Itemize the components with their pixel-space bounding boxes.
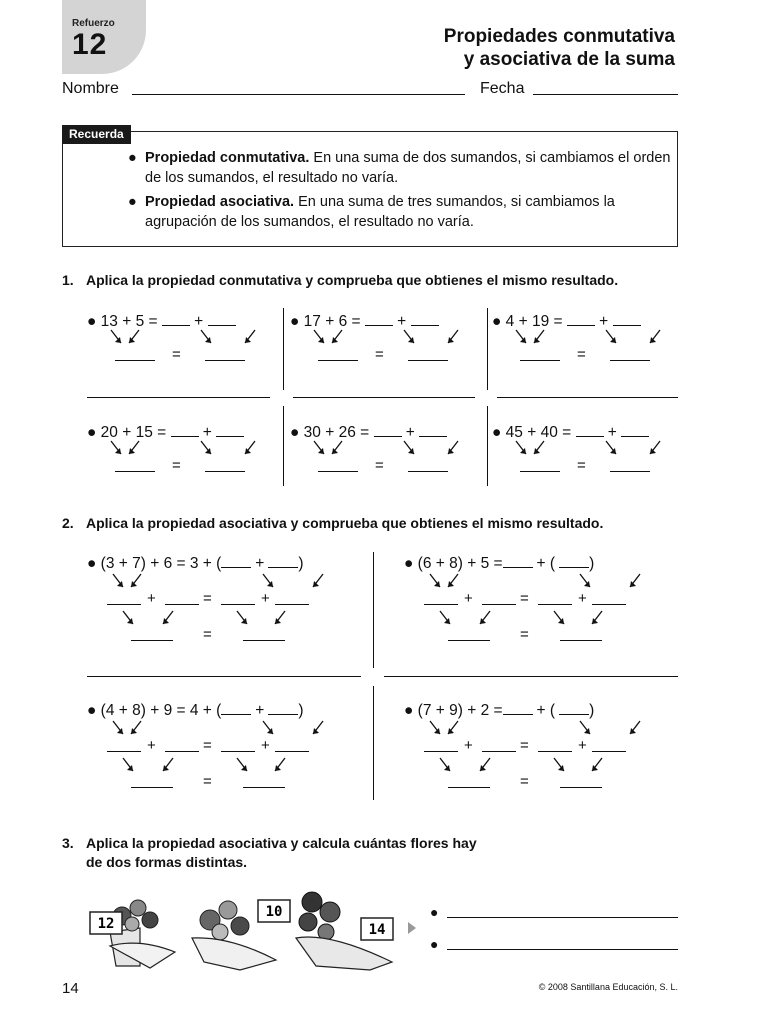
arrowhead-icon	[205, 448, 211, 454]
partial-blank[interactable]	[592, 751, 626, 752]
arrowhead-icon	[558, 765, 564, 771]
page-title	[345, 25, 675, 71]
equals-sign: =	[577, 457, 586, 474]
exercise-number: 1.	[62, 272, 74, 288]
bullet-icon: ●	[290, 313, 304, 330]
equals-sign: =	[144, 313, 162, 330]
answer-blank[interactable]	[576, 423, 604, 437]
result-blank[interactable]	[318, 471, 358, 472]
partial-blank[interactable]	[107, 751, 141, 752]
expression-close: )	[298, 555, 304, 572]
answer-blank[interactable]	[621, 423, 649, 437]
partial-blank[interactable]	[424, 604, 458, 605]
answer-blank[interactable]	[567, 312, 595, 326]
partial-blank[interactable]	[165, 604, 199, 605]
result-blank[interactable]	[408, 471, 448, 472]
answer-blank[interactable]	[268, 554, 298, 568]
sum-expression: 17 + 6	[303, 313, 348, 330]
arrow-right-icon	[408, 922, 416, 934]
equals-sign: =	[520, 773, 529, 790]
sum-expression: 45 + 40	[505, 424, 558, 441]
result-blank[interactable]	[520, 360, 560, 361]
arrowhead-icon	[115, 448, 121, 454]
sum-expression: 20 + 15	[100, 424, 153, 441]
answer-blank[interactable]	[365, 312, 393, 326]
row-divider	[293, 397, 475, 398]
equals-sign: =	[203, 626, 212, 643]
equals-sign: =	[577, 346, 586, 363]
bullet-icon: ●	[492, 313, 506, 330]
column-divider	[373, 686, 374, 800]
bullet-icon: ●	[430, 904, 439, 920]
arrowhead-icon	[520, 337, 526, 343]
equals-sign: =	[203, 590, 212, 607]
equals-sign: =	[549, 313, 567, 330]
commutative-item	[87, 312, 236, 331]
result-blank[interactable]	[610, 360, 650, 361]
answer-blank[interactable]	[208, 312, 236, 326]
plus-sign: +	[147, 737, 156, 754]
expression-mid: + (	[536, 702, 556, 719]
result-blank[interactable]	[610, 471, 650, 472]
result-blank[interactable]	[115, 471, 155, 472]
rule-text: En una suma de dos sumandos, si cambiamos el orden de los sumandos, el resultado no varía.	[145, 150, 671, 186]
arrowhead-icon	[408, 337, 414, 343]
plus-sign: +	[578, 737, 587, 754]
arrowhead-icon	[163, 618, 169, 624]
exercise-instruction-2: de dos formas distintas.	[86, 854, 248, 870]
partial-blank[interactable]	[538, 751, 572, 752]
arrowhead-icon	[650, 448, 656, 454]
bullet-icon: ●	[430, 936, 439, 952]
arrowhead-icon	[129, 337, 135, 343]
answer-blank[interactable]	[268, 701, 298, 715]
answer-blank[interactable]	[419, 423, 447, 437]
arrowhead-icon	[332, 337, 338, 343]
column-divider	[283, 406, 284, 486]
result-blank[interactable]	[205, 471, 245, 472]
arrowhead-icon	[610, 337, 616, 343]
expression-left: (7 + 9) + 2 =	[417, 702, 503, 719]
arrowhead-icon	[434, 728, 440, 734]
partial-blank[interactable]	[165, 751, 199, 752]
arrowhead-icon	[592, 765, 598, 771]
arrows-group	[0, 574, 1, 575]
result-blank[interactable]	[560, 640, 602, 641]
equals-sign: =	[355, 424, 374, 441]
arrowhead-icon	[127, 618, 133, 624]
equals-sign: =	[347, 313, 365, 330]
answer-line-2[interactable]	[447, 936, 678, 950]
answer-blank[interactable]	[503, 554, 533, 568]
arrowhead-icon	[448, 728, 454, 734]
column-divider	[487, 308, 488, 390]
sum-expression: 30 + 26	[303, 424, 356, 441]
result-blank[interactable]	[448, 640, 490, 641]
expression-left: (4 + 8) + 9 = 4 + (	[100, 702, 222, 719]
exercise-instruction: Aplica la propiedad conmutativa y comprueba que obtienes el mismo resultado.	[86, 272, 619, 288]
arrowhead-icon	[205, 337, 211, 343]
plus-sign: +	[189, 313, 208, 330]
plus-sign: +	[147, 590, 156, 607]
column-divider	[487, 406, 488, 486]
arrows-group	[0, 330, 1, 331]
arrowhead-icon	[313, 581, 319, 587]
bullet-icon: ●	[128, 194, 137, 210]
rule-conmutativa	[128, 148, 673, 188]
associative-item	[87, 554, 304, 573]
result-blank[interactable]	[131, 640, 173, 641]
arrowhead-icon	[408, 448, 414, 454]
plus-sign: +	[198, 424, 217, 441]
exercise-instruction: Aplica la propiedad asociativa y comprueba que obtienes el mismo resultado.	[86, 515, 604, 531]
partial-blank[interactable]	[538, 604, 572, 605]
bouquet-count: 12	[97, 916, 115, 932]
commutative-item	[87, 423, 244, 442]
plus-sign: +	[261, 590, 270, 607]
expression-close: )	[298, 702, 304, 719]
column-divider	[283, 308, 284, 390]
arrowhead-icon	[131, 581, 137, 587]
page-number: 14	[62, 980, 79, 997]
expression-mid: +	[255, 555, 265, 572]
partial-blank[interactable]	[275, 604, 309, 605]
sum-expression: 4 + 19	[505, 313, 550, 330]
arrowhead-icon	[127, 765, 133, 771]
rule-term: Propiedad conmutativa.	[145, 150, 310, 166]
exercise-2-title	[62, 514, 603, 533]
arrowhead-icon	[480, 765, 486, 771]
arrowhead-icon	[332, 448, 338, 454]
expression-left: (6 + 8) + 5 =	[417, 555, 503, 572]
expression-close: )	[589, 702, 595, 719]
equals-sign: =	[172, 346, 181, 363]
recuerda-tag: Recuerda	[62, 125, 131, 144]
equals-sign: =	[203, 737, 212, 754]
answer-blank[interactable]	[162, 312, 190, 326]
copyright: © 2008 Santillana Educación, S. L.	[538, 982, 678, 992]
bouquet-count: 10	[265, 904, 283, 920]
bouquet-count: 14	[368, 922, 386, 938]
rule-term: Propiedad asociativa.	[145, 194, 295, 210]
result-blank[interactable]	[408, 360, 448, 361]
commutative-item	[290, 423, 447, 442]
result-blank[interactable]	[448, 787, 490, 788]
arrowhead-icon	[520, 448, 526, 454]
result-blank[interactable]	[205, 360, 245, 361]
equals-sign: =	[520, 590, 529, 607]
result-blank[interactable]	[520, 471, 560, 472]
row-divider	[497, 397, 678, 398]
partial-blank[interactable]	[424, 751, 458, 752]
answer-blank[interactable]	[374, 423, 402, 437]
arrowhead-icon	[534, 448, 540, 454]
arrowhead-icon	[245, 448, 251, 454]
equals-sign: =	[375, 457, 384, 474]
bullet-icon: ●	[492, 424, 506, 441]
plus-sign: +	[392, 313, 411, 330]
answer-blank[interactable]	[559, 554, 589, 568]
arrowhead-icon	[480, 618, 486, 624]
plus-sign: +	[578, 590, 587, 607]
plus-sign: +	[401, 424, 420, 441]
partial-blank[interactable]	[592, 604, 626, 605]
arrowhead-icon	[131, 728, 137, 734]
equals-sign: =	[152, 424, 171, 441]
associative-item	[404, 554, 594, 573]
equals-sign: =	[375, 346, 384, 363]
arrowhead-icon	[241, 765, 247, 771]
title-line-2: y asociativa de la suma	[463, 49, 675, 70]
arrowhead-icon	[117, 728, 123, 734]
flower-bouquets-illustration	[80, 882, 420, 970]
sum-expression: 13 + 5	[100, 313, 145, 330]
rule-asociativa	[128, 192, 673, 232]
result-blank[interactable]	[243, 640, 285, 641]
bullet-icon: ●	[290, 424, 304, 441]
plus-sign: +	[464, 737, 473, 754]
arrowhead-icon	[630, 728, 636, 734]
arrowhead-icon	[448, 448, 454, 454]
answer-blank[interactable]	[613, 312, 641, 326]
bullet-icon: ●	[87, 313, 101, 330]
arrowhead-icon	[163, 765, 169, 771]
arrowhead-icon	[267, 728, 273, 734]
result-blank[interactable]	[131, 787, 173, 788]
commutative-item	[290, 312, 439, 331]
column-divider	[373, 552, 374, 668]
arrowhead-icon	[241, 618, 247, 624]
result-blank[interactable]	[243, 787, 285, 788]
arrowhead-icon	[313, 728, 319, 734]
expression-close: )	[589, 555, 595, 572]
equals-sign: =	[203, 773, 212, 790]
arrowhead-icon	[318, 337, 324, 343]
partial-blank[interactable]	[275, 751, 309, 752]
arrowhead-icon	[534, 337, 540, 343]
partial-blank[interactable]	[107, 604, 141, 605]
bullet-icon: ●	[87, 555, 101, 572]
equals-sign: =	[520, 626, 529, 643]
name-field[interactable]	[132, 81, 465, 95]
plus-sign: +	[261, 737, 270, 754]
equals-sign: =	[520, 737, 529, 754]
arrows-group	[0, 758, 1, 759]
partial-blank[interactable]	[482, 751, 516, 752]
equals-sign: =	[172, 457, 181, 474]
expression-mid: + (	[536, 555, 556, 572]
arrowhead-icon	[650, 337, 656, 343]
result-blank[interactable]	[560, 787, 602, 788]
partial-blank[interactable]	[221, 604, 255, 605]
plus-sign: +	[594, 313, 613, 330]
partial-blank[interactable]	[221, 751, 255, 752]
arrowhead-icon	[129, 448, 135, 454]
rule-text: En una suma de tres sumandos, si cambiamos la agrupación de los sumandos, el resultado no varía.	[145, 194, 615, 230]
row-divider	[384, 676, 678, 677]
arrowhead-icon	[584, 581, 590, 587]
expression-left: (3 + 7) + 6 = 3 + (	[100, 555, 222, 572]
commutative-item	[492, 423, 649, 442]
badge-number: 12	[72, 28, 108, 61]
bullet-icon: ●	[87, 702, 101, 719]
arrowhead-icon	[245, 337, 251, 343]
answer-blank[interactable]	[216, 423, 244, 437]
arrowhead-icon	[117, 581, 123, 587]
arrowhead-icon	[558, 618, 564, 624]
exercise-instruction-1: Aplica la propiedad asociativa y calcula cuántas flores hay	[86, 835, 477, 851]
arrows-group	[0, 441, 1, 442]
answer-blank[interactable]	[221, 701, 251, 715]
answer-blank[interactable]	[221, 554, 251, 568]
arrowhead-icon	[610, 448, 616, 454]
name-label: Nombre	[62, 80, 119, 97]
bullet-icon: ●	[404, 702, 418, 719]
answer-blank[interactable]	[171, 423, 199, 437]
exercise-3-title	[62, 834, 477, 872]
arrowhead-icon	[318, 448, 324, 454]
arrows-group	[0, 721, 1, 722]
badge-label: Refuerzo	[72, 18, 115, 29]
answer-blank[interactable]	[411, 312, 439, 326]
arrowhead-icon	[275, 765, 281, 771]
plus-sign: +	[464, 590, 473, 607]
result-blank[interactable]	[115, 360, 155, 361]
arrowhead-icon	[448, 337, 454, 343]
arrows-group	[0, 611, 1, 612]
arrowhead-icon	[115, 337, 121, 343]
row-divider	[87, 397, 270, 398]
arrowhead-icon	[444, 765, 450, 771]
date-label: Fecha	[480, 80, 525, 97]
exercise-number: 3.	[62, 835, 74, 851]
bullet-icon: ●	[87, 424, 101, 441]
arrowhead-icon	[434, 581, 440, 587]
answer-blank[interactable]	[503, 701, 533, 715]
plus-sign: +	[603, 424, 622, 441]
answer-blank[interactable]	[559, 701, 589, 715]
equals-sign: =	[557, 424, 576, 441]
arrowhead-icon	[448, 581, 454, 587]
date-field[interactable]	[533, 81, 678, 95]
arrowhead-icon	[630, 581, 636, 587]
commutative-item	[492, 312, 641, 331]
row-divider	[87, 676, 361, 677]
exercise-number: 2.	[62, 515, 74, 531]
result-blank[interactable]	[318, 360, 358, 361]
expression-mid: +	[255, 702, 265, 719]
bullet-icon: ●	[128, 150, 137, 166]
answer-line-1[interactable]	[447, 904, 678, 918]
title-line-1: Propiedades conmutativa	[443, 26, 675, 47]
associative-item	[87, 701, 304, 720]
arrowhead-icon	[592, 618, 598, 624]
partial-blank[interactable]	[482, 604, 516, 605]
exercise-1-title	[62, 271, 618, 290]
arrowhead-icon	[267, 581, 273, 587]
arrowhead-icon	[584, 728, 590, 734]
arrowhead-icon	[275, 618, 281, 624]
bullet-icon: ●	[404, 555, 418, 572]
associative-item	[404, 701, 594, 720]
arrowhead-icon	[444, 618, 450, 624]
